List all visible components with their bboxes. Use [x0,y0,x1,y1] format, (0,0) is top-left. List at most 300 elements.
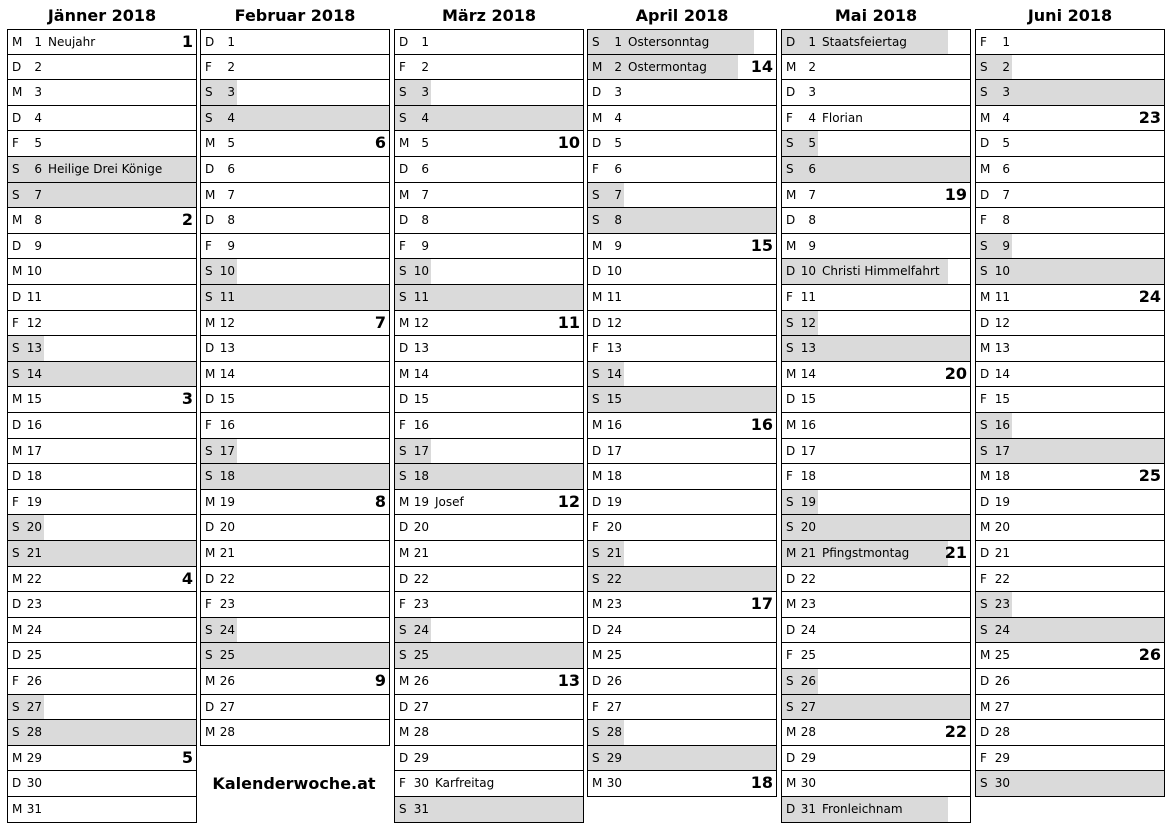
day-number: 28 [606,725,622,740]
day-number: 27 [994,699,1010,714]
day-number: 6 [614,162,622,176]
day-row [781,439,971,465]
weekday-letter: D [592,622,602,637]
weekday-letter: M [205,674,216,688]
day-row [394,643,584,669]
day-row [781,285,971,311]
weekday-letter: D [205,341,215,356]
day-number: 16 [219,418,235,432]
day-row [7,234,197,260]
weekday-letter: D [399,699,409,714]
weekday-letter: D [205,162,215,176]
day-number: 31 [413,802,429,816]
day-row [781,592,971,618]
weekday-letter: D [399,392,409,407]
day-row [975,208,1165,234]
day-row [7,669,197,695]
weekday-letter: D [980,315,990,330]
day-number: 9 [1002,238,1010,253]
day-row [200,695,390,721]
day-number: 25 [606,648,622,663]
day-row [394,183,584,209]
weekday-letter: M [592,110,603,125]
day-row [200,311,390,337]
weekday-letter: M [592,290,603,304]
weekday-letter: D [205,213,215,228]
day-row [200,541,390,567]
day-row [587,439,777,465]
day-number: 10 [413,264,429,279]
weekday-letter: M [399,136,410,151]
day-number: 1 [227,35,235,49]
month-title: Mai 2018 [834,6,918,25]
day-number: 27 [26,699,42,714]
day-row [7,439,197,465]
weekday-letter: M [592,59,603,74]
weekday-letter: S [980,622,988,637]
day-row [587,643,777,669]
day-row [7,797,197,823]
day-row [975,131,1165,157]
day-row [394,515,584,541]
weekday-letter: M [205,366,216,381]
day-number: 24 [219,622,235,637]
day-number: 10 [26,264,42,279]
weekday-letter: S [12,187,20,202]
holiday-name: Pfingstmontag [822,546,910,560]
day-row [587,362,777,388]
day-number: 4 [808,110,816,125]
weekday-letter: D [399,571,409,586]
day-number: 5 [1002,136,1010,151]
day-number: 13 [606,341,622,356]
day-row [7,55,197,81]
day-number: 20 [606,520,622,535]
day-row [975,541,1165,567]
weekday-letter: S [205,264,213,279]
day-number: 20 [800,520,816,535]
day-number: 5 [614,136,622,151]
day-row [975,157,1165,183]
weekday-letter: S [786,341,794,356]
weekday-letter: M [399,315,410,330]
day-number: 24 [413,622,429,637]
day-number: 29 [606,750,622,765]
weekday-letter: S [980,85,988,100]
day-row [587,413,777,439]
day-row [394,797,584,823]
day-row [587,234,777,260]
day-row [394,387,584,413]
day-row [200,183,390,209]
day-row [975,490,1165,516]
day-row [975,55,1165,81]
day-row [781,541,971,567]
month-title: Februar 2018 [234,6,356,25]
weekday-letter: D [786,35,796,49]
day-row [200,157,390,183]
day-row [587,285,777,311]
weekday-letter: M [592,776,603,791]
weekday-letter: D [786,750,796,765]
day-row [7,259,197,285]
day-number: 1 [1002,35,1010,49]
weekday-letter: S [980,238,988,253]
day-number: 23 [219,597,235,612]
weekday-letter: M [399,494,410,509]
weekday-letter: D [12,59,22,74]
day-row [975,771,1165,797]
weekday-letter: S [980,59,988,74]
day-number: 3 [808,85,816,100]
day-number: 26 [994,674,1010,688]
day-number: 8 [34,213,42,228]
day-row [587,669,777,695]
day-row [200,464,390,490]
day-row [394,464,584,490]
weekday-letter: S [592,546,600,560]
day-row [200,643,390,669]
day-number: 6 [808,162,816,176]
day-row [781,515,971,541]
day-number: 7 [227,187,235,202]
day-number: 26 [219,674,235,688]
day-row [781,259,971,285]
day-row [394,55,584,81]
weekday-letter: F [980,213,987,228]
day-row [587,208,777,234]
day-row [975,413,1165,439]
weekday-letter: S [592,750,600,765]
day-row [394,285,584,311]
day-number: 11 [800,290,816,304]
day-number: 18 [219,469,235,484]
day-number: 21 [800,546,816,560]
holiday-name: Florian [822,110,863,125]
weekday-letter: M [786,725,797,740]
weekday-letter: S [399,802,407,816]
weekday-letter: S [12,341,20,356]
day-row [7,464,197,490]
day-number: 12 [606,315,622,330]
day-number: 2 [227,59,235,74]
weekday-letter: F [12,315,19,330]
day-number: 22 [219,571,235,586]
day-row [587,131,777,157]
day-number: 1 [614,35,622,49]
day-number: 18 [994,469,1010,484]
weekday-letter: F [399,418,406,432]
weekday-letter: S [399,85,407,100]
weekday-letter: D [786,213,796,228]
week-number: 22 [944,722,967,742]
day-number: 7 [614,187,622,202]
weekday-letter: D [12,110,22,125]
weekday-letter: D [205,520,215,535]
day-row [781,106,971,132]
day-number: 22 [413,571,429,586]
day-number: 14 [800,366,816,381]
weekday-letter: S [205,290,213,304]
day-number: 2 [1002,59,1010,74]
day-number: 11 [413,290,429,304]
weekday-letter: M [592,418,603,432]
weekday-letter: D [399,341,409,356]
weekday-letter: F [786,110,793,125]
day-row [781,387,971,413]
weekday-letter: D [786,571,796,586]
day-number: 27 [413,699,429,714]
weekday-letter: S [399,469,407,484]
day-number: 7 [421,187,429,202]
day-number: 24 [994,622,1010,637]
weekday-letter: M [980,110,991,125]
week-number: 8 [374,491,386,511]
day-row [587,567,777,593]
day-row [781,567,971,593]
day-row [975,234,1165,260]
day-row [394,259,584,285]
weekday-letter: F [12,136,19,151]
day-row [7,567,197,593]
day-row [781,490,971,516]
holiday-name: Christi Himmelfahrt [822,264,940,279]
weekday-letter: M [980,520,991,535]
day-number: 28 [26,725,42,740]
weekday-letter: S [205,443,213,458]
week-number: 1 [181,32,193,51]
weekday-letter: D [592,264,602,279]
day-row [781,131,971,157]
weekday-letter: S [980,597,988,612]
day-row [975,285,1165,311]
weekday-letter: M [12,85,23,100]
weekday-letter: F [786,290,793,304]
day-row [587,259,777,285]
weekday-letter: S [12,699,20,714]
weekday-letter: F [205,597,212,612]
week-number: 25 [1138,466,1161,486]
day-number: 1 [808,35,816,49]
day-number: 31 [26,802,42,816]
day-row [781,771,971,797]
weekday-letter: M [205,136,216,151]
day-number: 1 [421,35,429,49]
month-title: März 2018 [441,6,537,25]
day-number: 5 [227,136,235,151]
weekday-letter: M [592,469,603,484]
day-row [7,362,197,388]
weekday-letter: S [592,725,600,740]
weekday-letter: M [786,238,797,253]
day-row [587,490,777,516]
weekday-letter: D [12,648,22,663]
day-number: 23 [606,597,622,612]
day-row [7,490,197,516]
day-number: 15 [994,392,1010,407]
day-row [781,311,971,337]
day-number: 25 [994,648,1010,663]
day-row [7,771,197,797]
day-number: 9 [34,238,42,253]
day-number: 27 [606,699,622,714]
weekday-letter: S [786,136,794,151]
day-number: 26 [413,674,429,688]
day-number: 15 [219,392,235,407]
weekday-letter: S [12,162,20,176]
day-number: 29 [800,750,816,765]
week-number: 26 [1138,645,1161,665]
weekday-letter: M [980,648,991,663]
day-number: 30 [26,776,42,791]
day-row [781,695,971,721]
day-row [587,157,777,183]
day-row [7,131,197,157]
weekday-letter: S [592,571,600,586]
day-number: 16 [606,418,622,432]
week-number: 2 [181,210,193,230]
weekday-letter: M [12,571,23,586]
day-number: 4 [1002,110,1010,125]
day-number: 6 [227,162,235,176]
day-row [200,29,390,55]
day-row [394,541,584,567]
weekday-letter: D [786,392,796,407]
day-number: 19 [26,494,42,509]
day-number: 28 [413,725,429,740]
day-number: 16 [994,418,1010,432]
day-number: 13 [800,341,816,356]
week-number: 13 [557,671,580,690]
day-row [975,592,1165,618]
day-number: 22 [800,571,816,586]
day-number: 29 [26,750,42,765]
day-row [200,439,390,465]
weekday-letter: S [592,35,600,49]
day-row [7,285,197,311]
day-row [975,746,1165,772]
day-number: 17 [800,443,816,458]
weekday-letter: D [399,750,409,765]
day-number: 20 [219,520,235,535]
day-number: 21 [413,546,429,560]
day-row [200,515,390,541]
week-number: 14 [750,56,773,76]
day-number: 11 [994,290,1010,304]
day-row [200,208,390,234]
week-number: 6 [374,133,386,153]
weekday-letter: S [980,264,988,279]
weekday-letter: F [205,238,212,253]
holiday-name: Josef [435,494,464,509]
weekday-letter: M [786,59,797,74]
week-number: 21 [944,543,967,562]
day-number: 17 [606,443,622,458]
weekday-letter: S [12,366,20,381]
weekday-letter: S [980,443,988,458]
weekday-letter: M [786,546,797,560]
day-row [7,643,197,669]
weekday-letter: M [786,776,797,791]
day-number: 24 [606,622,622,637]
week-number: 11 [557,312,580,332]
month-title: April 2018 [635,6,729,25]
day-row [200,413,390,439]
weekday-letter: D [786,85,796,100]
day-number: 14 [26,366,42,381]
day-number: 29 [413,750,429,765]
day-number: 6 [34,162,42,176]
weekday-letter: M [399,674,410,688]
day-row [587,336,777,362]
weekday-letter: M [980,469,991,484]
weekday-letter: F [12,674,19,688]
day-row [975,362,1165,388]
day-number: 14 [413,366,429,381]
day-row [7,208,197,234]
day-number: 7 [808,187,816,202]
day-row [781,157,971,183]
day-number: 23 [800,597,816,612]
day-row [200,362,390,388]
day-number: 11 [606,290,622,304]
weekday-letter: F [205,418,212,432]
day-number: 21 [26,546,42,560]
weekday-letter: F [399,238,406,253]
weekday-letter: S [786,494,794,509]
day-number: 3 [34,85,42,100]
day-row [587,311,777,337]
weekday-letter: M [980,290,991,304]
day-number: 2 [614,59,622,74]
month-title: Jänner 2018 [47,6,157,25]
weekday-letter: F [592,699,599,714]
weekday-letter: M [12,213,23,228]
day-row [975,439,1165,465]
day-number: 27 [219,699,235,714]
day-row [587,592,777,618]
day-row [587,746,777,772]
day-number: 11 [219,290,235,304]
week-number: 3 [181,389,193,409]
day-number: 10 [800,264,816,279]
weekday-letter: S [786,315,794,330]
weekday-letter: M [205,546,216,560]
day-number: 17 [26,443,42,458]
weekday-letter: D [786,443,796,458]
day-row [7,413,197,439]
weekday-letter: D [980,187,990,202]
day-number: 30 [606,776,622,791]
day-row [394,157,584,183]
weekday-letter: D [592,674,602,688]
day-number: 5 [421,136,429,151]
day-number: 26 [26,674,42,688]
day-number: 3 [227,85,235,100]
holiday-name: Fronleichnam [822,802,903,816]
weekday-letter: D [786,264,796,279]
day-row [394,592,584,618]
weekday-letter: D [205,699,215,714]
day-number: 17 [219,443,235,458]
day-number: 8 [227,213,235,228]
day-number: 15 [26,392,42,407]
weekday-letter: S [399,290,407,304]
day-row [200,55,390,81]
day-number: 3 [1002,85,1010,100]
day-number: 18 [800,469,816,484]
weekday-letter: D [399,213,409,228]
